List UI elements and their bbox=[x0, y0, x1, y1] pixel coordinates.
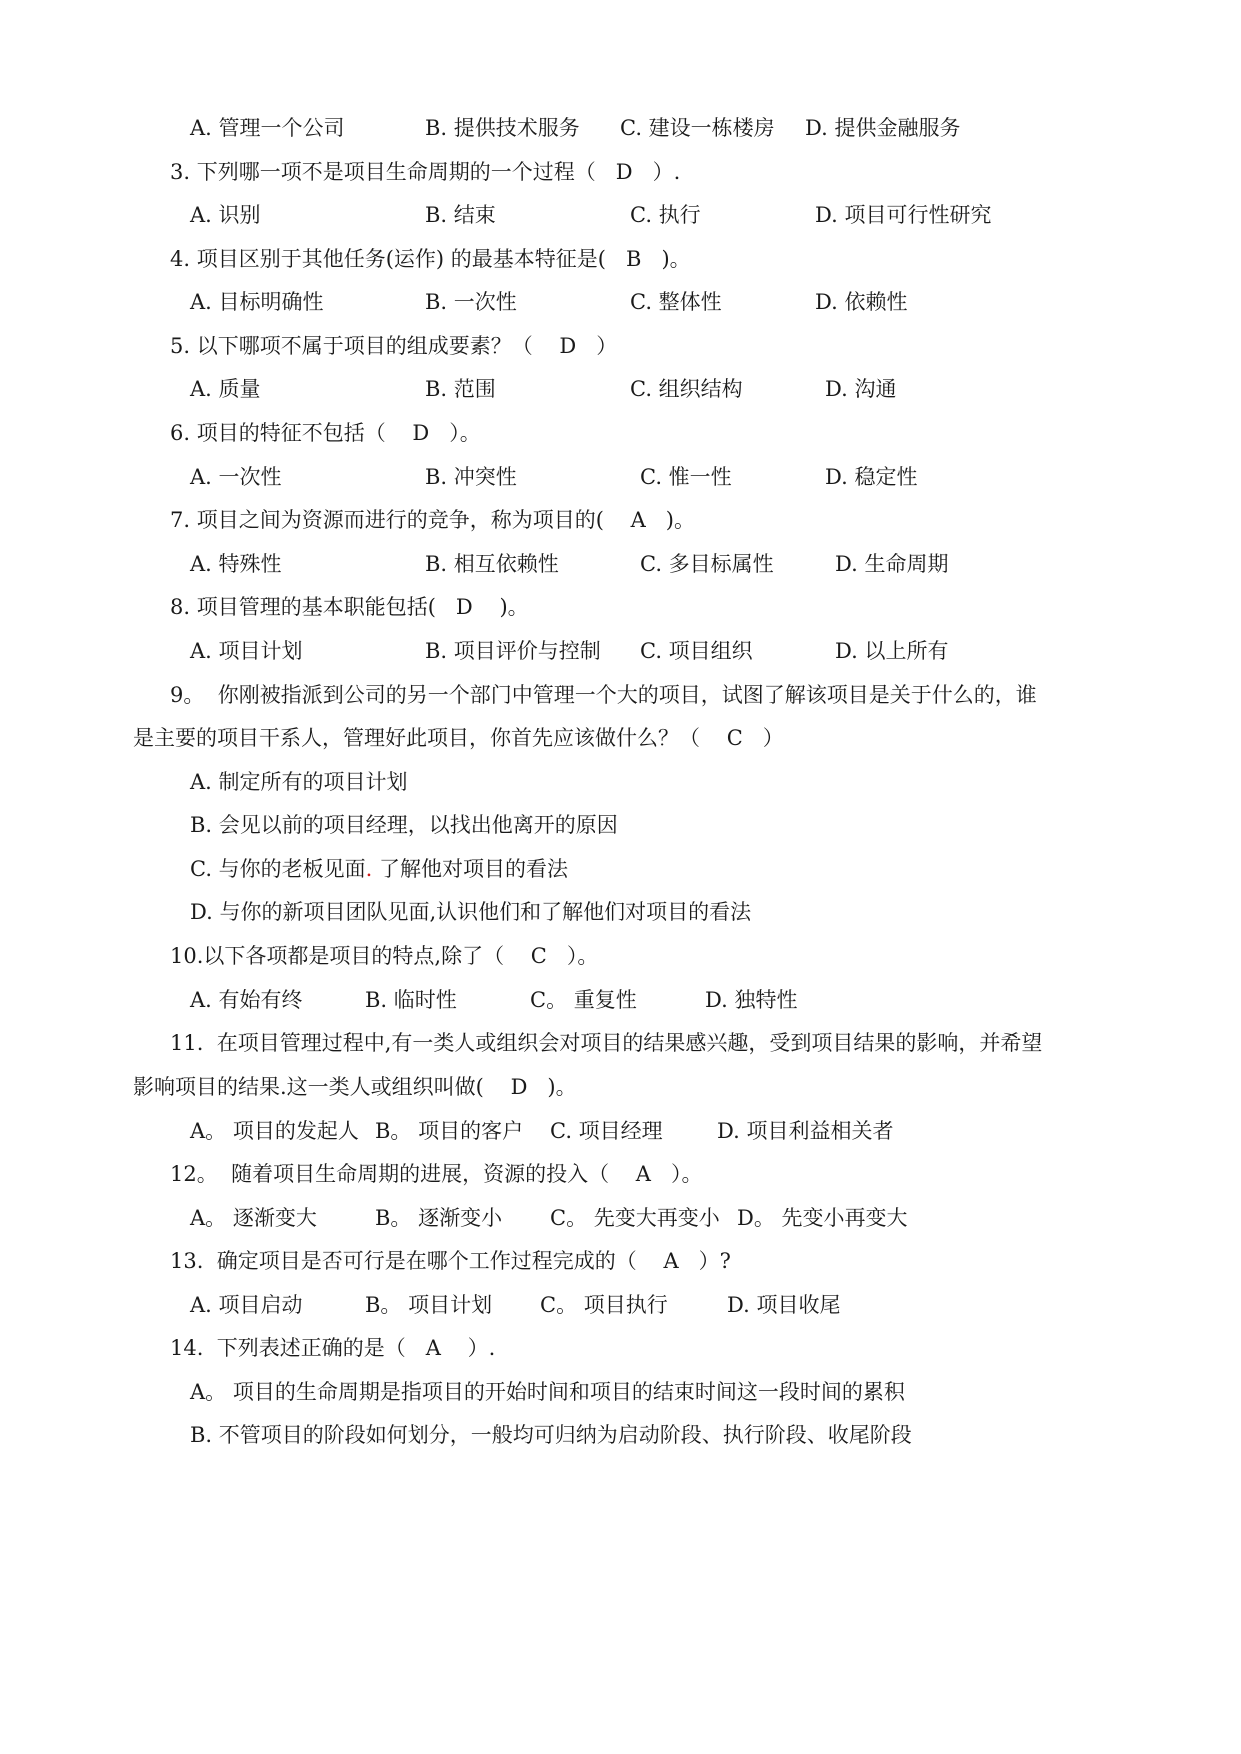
option-6a: A. 一次性 bbox=[190, 465, 282, 489]
option-3a: A. 识别 bbox=[190, 203, 261, 227]
option-13d: D. 项目收尾 bbox=[727, 1293, 841, 1317]
option-2d: D. 提供金融服务 bbox=[805, 116, 961, 140]
option-13b: B。 项目计划 bbox=[365, 1293, 493, 1317]
option-4b: B. 一次性 bbox=[425, 290, 517, 314]
option-13a: A. 项目启动 bbox=[190, 1293, 303, 1317]
option-12a: A。 逐渐变大 bbox=[190, 1206, 317, 1230]
option-10d: D. 独特性 bbox=[705, 988, 798, 1012]
option-3c: C. 执行 bbox=[630, 203, 701, 227]
question-11-line1: 11. 在项目管理过程中,有一类人或组织会对项目的结果感兴趣，受到项目结果的影响，并希望 bbox=[170, 1031, 1043, 1055]
option-10b: B. 临时性 bbox=[365, 988, 457, 1012]
question-11-line2: 影响项目的结果.这一类人或组织叫做( D )。 bbox=[133, 1075, 577, 1099]
question-7: 7. 项目之间为资源而进行的竞争，称为项目的( A )。 bbox=[170, 508, 695, 532]
question-8: 8. 项目管理的基本职能包括( D )。 bbox=[170, 595, 529, 619]
option-6c: C. 惟一性 bbox=[640, 465, 732, 489]
option-2c: C. 建设一栋楼房 bbox=[620, 116, 775, 140]
question-12: 12。 随着项目生命周期的进展，资源的投入（ A ）。 bbox=[170, 1162, 703, 1186]
option-9a: A. 制定所有的项目计划 bbox=[190, 770, 408, 794]
question-10: 10.以下各项都是项目的特点,除了（ C ）。 bbox=[170, 944, 599, 968]
option-2a: A. 管理一个公司 bbox=[190, 116, 345, 140]
option-7d: D. 生命周期 bbox=[835, 552, 949, 576]
option-5a: A. 质量 bbox=[190, 377, 261, 401]
option-2b: B. 提供技术服务 bbox=[425, 116, 580, 140]
question-4: 4. 项目区别于其他任务(运作) 的最基本特征是( B )。 bbox=[170, 247, 691, 271]
option-4a: A. 目标明确性 bbox=[190, 290, 324, 314]
option-8a: A. 项目计划 bbox=[190, 639, 303, 663]
option-11a: A。 项目的发起人 bbox=[190, 1119, 359, 1143]
option-8d: D. 以上所有 bbox=[835, 639, 949, 663]
option-11d: D. 项目利益相关者 bbox=[717, 1119, 894, 1143]
question-3: 3. 下列哪一项不是项目生命周期的一个过程（ D ）. bbox=[170, 160, 681, 184]
option-4d: D. 依赖性 bbox=[815, 290, 908, 314]
option-12b: B。 逐渐变小 bbox=[375, 1206, 503, 1230]
option-13c: C。 项目执行 bbox=[540, 1293, 668, 1317]
question-9-line2: 是主要的项目干系人，管理好此项目，你首先应该做什么？（ C ） bbox=[133, 726, 784, 750]
question-13: 13. 确定项目是否可行是在哪个工作过程完成的（ A ）? bbox=[170, 1249, 731, 1273]
option-7a: A. 特殊性 bbox=[190, 552, 282, 576]
option-7c: C. 多目标属性 bbox=[640, 552, 774, 576]
question-6: 6. 项目的特征不包括（ D ）。 bbox=[170, 421, 481, 445]
option-11b: B。 项目的客户 bbox=[375, 1119, 524, 1143]
option-9b: B. 会见以前的项目经理，以找出他离开的原因 bbox=[190, 813, 618, 837]
option-3b: B. 结束 bbox=[425, 203, 496, 227]
option-9c-part1: C. 与你的老板见面 bbox=[190, 857, 366, 881]
question-9-line1: 9。 你刚被指派到公司的另一个部门中管理一个大的项目，试图了解该项目是关于什么的，谁 bbox=[170, 683, 1037, 707]
option-12c: C。 先变大再变小 bbox=[550, 1206, 720, 1230]
option-5b: B. 范围 bbox=[425, 377, 496, 401]
option-14a: A。 项目的生命周期是指项目的开始时间和项目的结束时间这一段时间的累积 bbox=[190, 1380, 905, 1404]
option-9c bbox=[190, 859, 568, 880]
option-7b: B. 相互依赖性 bbox=[425, 552, 559, 576]
option-14b: B. 不管项目的阶段如何划分，一般均可归纳为启动阶段、执行阶段、收尾阶段 bbox=[190, 1423, 912, 1447]
option-9d: D. 与你的新项目团队见面,认识他们和了解他们对项目的看法 bbox=[190, 900, 752, 924]
option-8b: B. 项目评价与控制 bbox=[425, 639, 601, 663]
option-3d: D. 项目可行性研究 bbox=[815, 203, 992, 227]
option-6d: D. 稳定性 bbox=[825, 465, 918, 489]
question-5: 5. 以下哪项不属于项目的组成要素？（ D ） bbox=[170, 334, 618, 358]
option-4c: C. 整体性 bbox=[630, 290, 722, 314]
option-5d: D. 沟通 bbox=[825, 377, 897, 401]
option-10c: C。 重复性 bbox=[530, 988, 637, 1012]
red-dot-mark: . bbox=[365, 857, 373, 881]
option-9c-part2: 了解他对项目的看法 bbox=[372, 857, 569, 881]
option-5c: C. 组织结构 bbox=[630, 377, 743, 401]
option-12d: D。 先变小再变大 bbox=[737, 1206, 908, 1230]
option-10a: A. 有始有终 bbox=[190, 988, 303, 1012]
option-11c: C. 项目经理 bbox=[550, 1119, 663, 1143]
question-14: 14. 下列表述正确的是（ A ）. bbox=[170, 1336, 496, 1360]
option-8c: C. 项目组织 bbox=[640, 639, 753, 663]
option-6b: B. 冲突性 bbox=[425, 465, 517, 489]
